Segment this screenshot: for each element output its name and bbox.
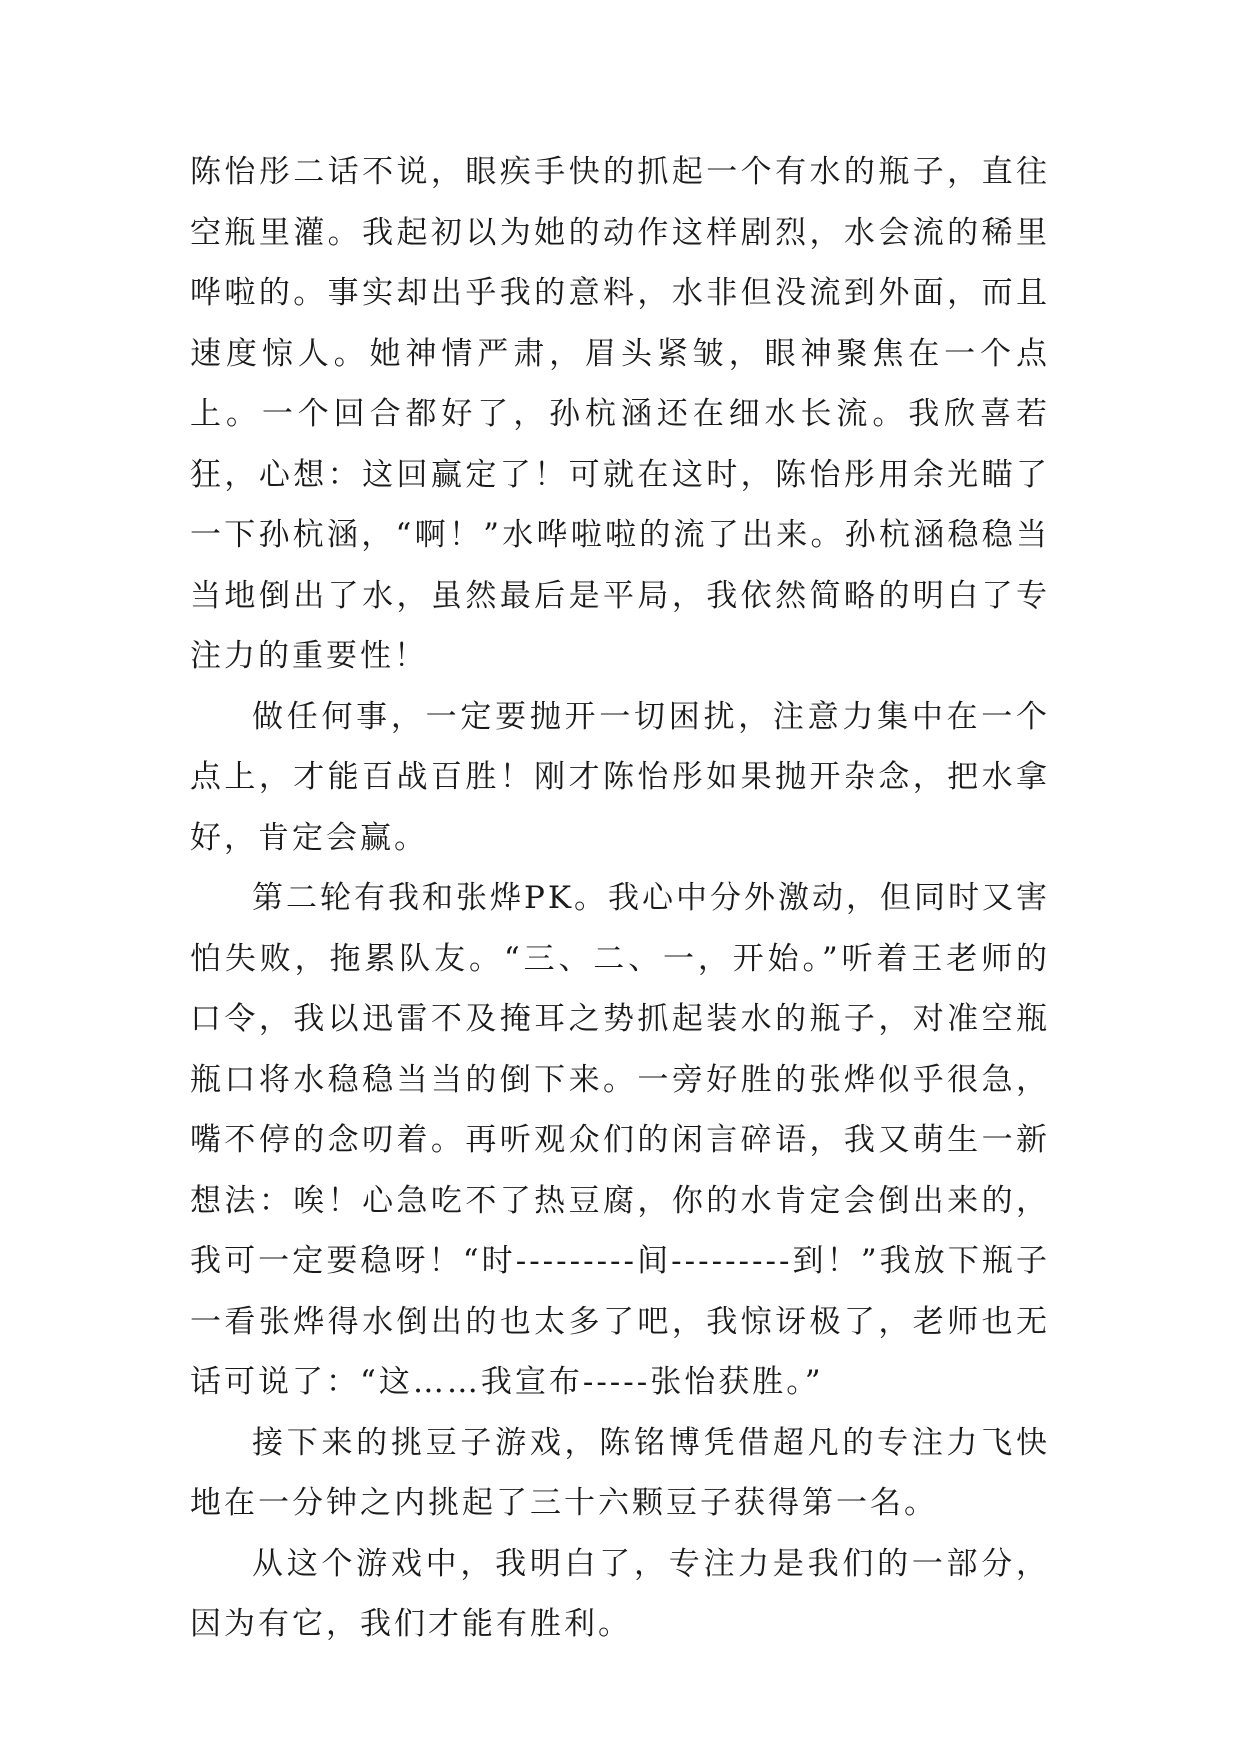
paragraph-water-pouring-round-one: 陈怡彤二话不说，眼疾手快的抓起一个有水的瓶子，直往空瓶里灌。我起初以为她的动作这样剧烈，水会流的稀里哗啦的。事实却出乎我的意料，水非但没流到外面，而且速度惊人。她神情严肃，眉头紧皱，眼神聚焦在一个点上。一个回合都好了，孙杭涵还在细水长流。我欣喜若狂，心想：这回赢定了！可就在这时，陈怡彤用余光瞄了一下孙杭涵，“啊！”水哗啦啦的流了出来。孙杭涵稳稳当当地倒出了水，虽然最后是平局，我依然简略的明白了专注力的重要性！ bbox=[190, 154, 1050, 674]
paragraph-conclusion: 从这个游戏中，我明白了，专注力是我们的一部分，因为有它，我们才能有胜利。 bbox=[190, 1545, 1050, 1642]
paragraph-bean-picking-game: 接下来的挑豆子游戏，陈铭博凭借超凡的专注力飞快地在一分钟之内挑起了三十六颗豆子获得第一名。 bbox=[190, 1424, 1050, 1521]
paragraph-round-two: 第二轮有我和张烨PK。我心中分外激动，但同时又害怕失败，拖累队友。“三、二、一，开始。”听着王老师的口令，我以迅雷不及掩耳之势抓起装水的瓶子，对准空瓶瓶口将水稳稳当当的倒下来。一旁好胜的张烨似乎很急，嘴不停的念叨着。再听观众们的闲言碎语，我又萌生一新想法：唉！心急吃不了热豆腐，你的水肯定会倒出来的，我可一定要稳呀！“时---------间---------到！”我放下瓶子一看张烨得水倒出的也太多了吧，我惊讶极了，老师也无话可说了：“这……我宣布-----张怡获胜。” bbox=[190, 880, 1051, 1400]
paragraph-focus-lesson: 做任何事，一定要抛开一切困扰，注意力集中在一个点上，才能百战百胜！刚才陈怡彤如果抛开杂念，把水拿好，肯定会赢。 bbox=[190, 698, 1050, 856]
document-body bbox=[190, 142, 1050, 1655]
